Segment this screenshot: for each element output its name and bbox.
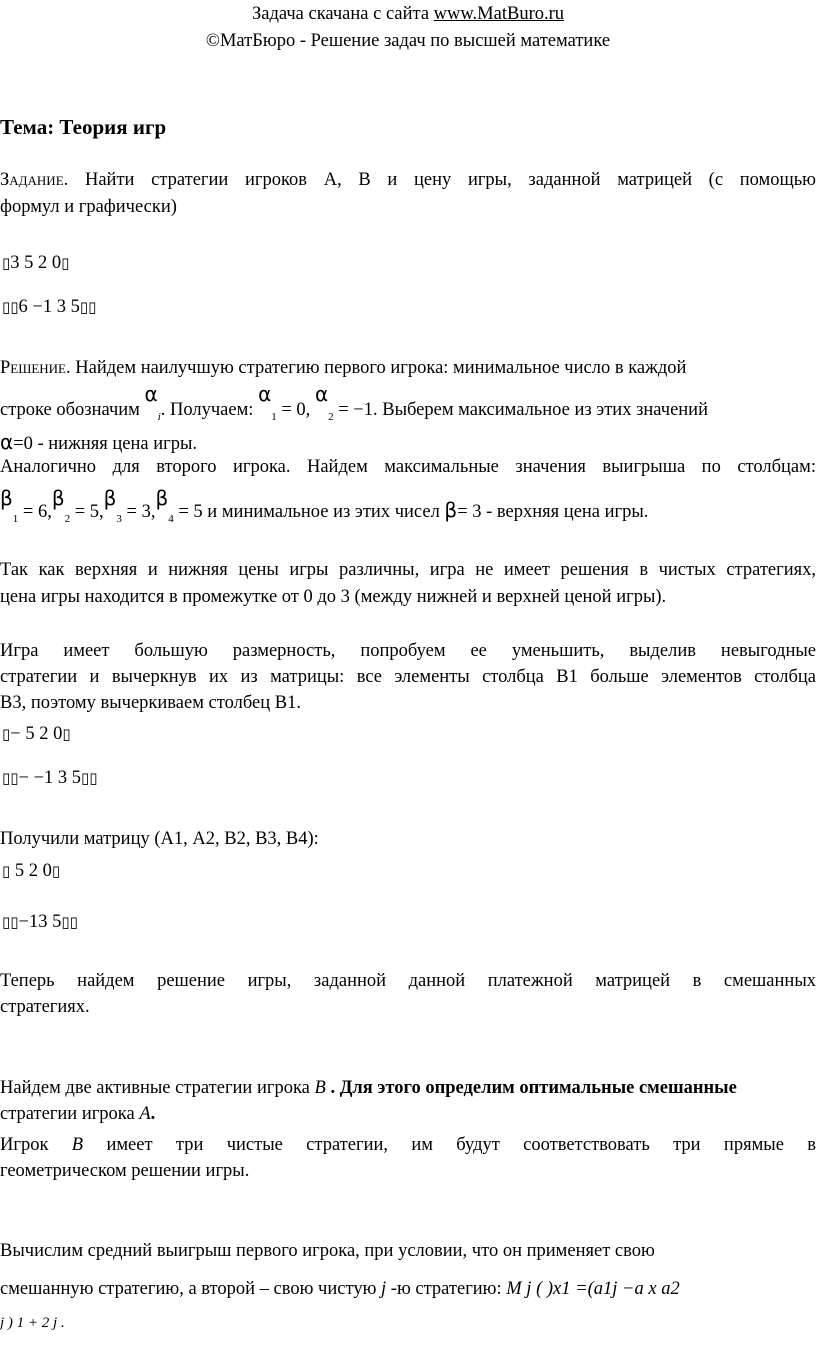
matrix-1-row-1: ▯3 5 2 0▯ bbox=[2, 253, 70, 273]
header-line-1: Задача скачана с сайта www.MatBuro.ru bbox=[251, 4, 565, 24]
para-5-line-1: Теперь найдем решение игры, заданной данной платежной матрицей в смешанных bbox=[0, 971, 816, 991]
para-6-line-3: Игрок B имеет три чистые стратегии, им будут соответствовать три прямые в bbox=[0, 1135, 816, 1155]
solution-line-5: $\beta_1 = 6,\beta_2 = 5,\beta_3 = 3,\beta_4 = 5$ и минимальное из этих чисел β= 3 - верхняя цена игры. bbox=[0, 486, 649, 525]
para-7-line-3: j ) 1 + 2 j . bbox=[0, 1315, 65, 1331]
solution-line-4: Аналогично для второго игрока. Найдем максимальные значения выигрыша по столбцам: bbox=[0, 457, 816, 477]
formula: M j ( )x1 =(a1j −a x a2 bbox=[506, 1279, 680, 1299]
para-6-line-4: геометрическом решении игры. bbox=[0, 1161, 250, 1181]
para-6-line-1: Найдем две активные стратегии игрока B . Для этого определим оптимальные смешанные bbox=[0, 1078, 737, 1098]
matrix-3-row-1: ▯ 5 2 0▯ bbox=[2, 861, 61, 881]
solution-line-3: α=0 - нижняя цена игры. bbox=[0, 430, 198, 454]
task-line-2: формул и графически) bbox=[0, 197, 177, 217]
matrix-3-row-2: ▯▯−13 5▯▯ bbox=[2, 912, 78, 932]
site-link[interactable]: www.MatBuro.ru bbox=[433, 4, 565, 24]
para-7-line-1: Вычислим средний выигрыш первого игрока, при условии, что он применяет свою bbox=[0, 1241, 655, 1261]
solution-line-2: строке обозначим $\alpha_i$. Получаем: $\alpha_1 = 0$, $\alpha_2 = -1$. Выберем максимальное из этих значений bbox=[0, 382, 708, 423]
solution-line-1: Решение. Найдем наилучшую стратегию первого игрока: минимальное число в каждой bbox=[0, 358, 687, 378]
para-7-line-2: смешанную стратегию, а второй – свою чистую j -ю стратегию: M j ( )x1 =(a1j −a x a2 bbox=[0, 1279, 680, 1299]
header-line-2: ©МатБюро - Решение задач по высшей математике bbox=[205, 31, 611, 51]
matrix-1-row-2: ▯▯6 −1 3 5▯▯ bbox=[2, 297, 97, 317]
task-line-1: Задание. Найти стратегии игроков А, В и цену игры, заданной матрицей (с помощью bbox=[0, 170, 816, 190]
para-3-line-3: В3, поэтому вычеркиваем столбец В1. bbox=[0, 693, 301, 713]
para-2-line-2: цена игры находится в промежутке от 0 до 3 (между нижней и верхней ценой игры). bbox=[0, 587, 667, 607]
para-5-line-2: стратегиях. bbox=[0, 997, 90, 1017]
para-3-line-1: Игра имеет большую размерность, попробуем ее уменьшить, выделив невыгодные bbox=[0, 641, 816, 661]
para-6-line-2: стратегии игрока A. bbox=[0, 1104, 156, 1124]
matrix-2-row-1: ▯− 5 2 0▯ bbox=[2, 724, 71, 744]
page-title: Тема: Теория игр bbox=[0, 115, 167, 139]
para-4: Получили матрицу (А1, А2, В2, В3, В4): bbox=[0, 829, 319, 849]
para-3-line-2: стратегии и вычеркнув их из матрицы: все элементы столбца В1 больше элементов столбца bbox=[0, 667, 816, 687]
para-2-line-1: Так как верхняя и нижняя цены игры различны, игра не имеет решения в чистых стратегиях, bbox=[0, 560, 816, 580]
matrix-2-row-2: ▯▯− −1 3 5▯▯ bbox=[2, 768, 98, 788]
